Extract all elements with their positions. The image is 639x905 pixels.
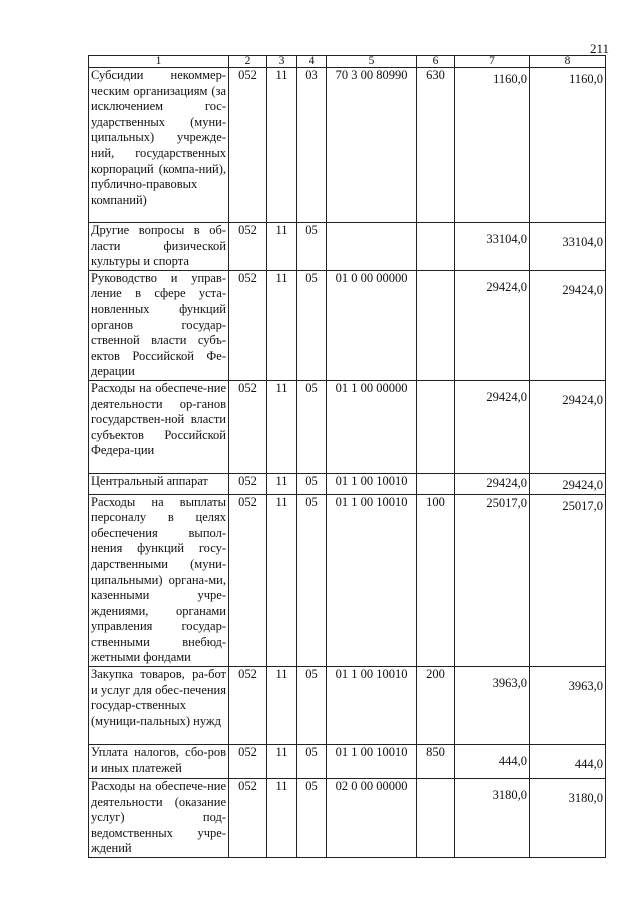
cell-expense-type: 630 (417, 68, 455, 223)
cell-amount-8: 33104,0 (530, 223, 606, 271)
cell-section: 11 (267, 494, 297, 667)
cell-amount-8: 3180,0 (530, 779, 606, 858)
cell-amount-7: 25017,0 (455, 494, 530, 667)
cell-subsection: 05 (297, 380, 327, 473)
cell-ministry: 052 (229, 380, 267, 473)
cell-ministry: 052 (229, 745, 267, 779)
cell-section: 11 (267, 779, 297, 858)
cell-target-article: 70 3 00 80990 (327, 68, 417, 223)
row-name-cell: Расходы на выплаты персоналу в целях обеспечения выпол-нения функций госу-дарственными (муни-ципальными) органа-ми, казенными учре-ждениями, органами управления государ-ственными внебюд-жетными фондами (89, 494, 229, 667)
cell-amount-7: 29424,0 (455, 380, 530, 473)
cell-expense-type (417, 270, 455, 380)
cell-target-article: 01 1 00 10010 (327, 473, 417, 494)
cell-ministry: 052 (229, 270, 267, 380)
cell-expense-type (417, 223, 455, 271)
cell-amount-7: 33104,0 (455, 223, 530, 271)
cell-subsection: 05 (297, 473, 327, 494)
cell-subsection: 05 (297, 779, 327, 858)
cell-section: 11 (267, 667, 297, 745)
cell-section: 11 (267, 270, 297, 380)
row-name-cell: Руководство и управ-ление в сфере уста-новленных функций органов государ-ственной власти субъ-ектов Российской Фе-дерации (89, 270, 229, 380)
cell-expense-type (417, 473, 455, 494)
header-cell: 5 (327, 56, 417, 68)
cell-expense-type (417, 380, 455, 473)
cell-amount-7: 29424,0 (455, 473, 530, 494)
header-cell: 4 (297, 56, 327, 68)
cell-amount-8: 1160,0 (530, 68, 606, 223)
header-cell: 3 (267, 56, 297, 68)
cell-amount-7: 444,0 (455, 745, 530, 779)
page-number: 211 (590, 41, 610, 56)
row-name-cell: Расходы на обеспече-ние деятельности ор-ганов государствен-ной власти субъектов Российской Федера-ции (89, 380, 229, 473)
table-row (89, 270, 606, 380)
cell-amount-8: 29424,0 (530, 270, 606, 380)
table-row (89, 223, 606, 271)
cell-section: 11 (267, 745, 297, 779)
header-cell: 1 (89, 56, 229, 68)
table-row (89, 745, 606, 779)
cell-section: 11 (267, 223, 297, 271)
cell-target-article (327, 223, 417, 271)
cell-subsection: 05 (297, 270, 327, 380)
table-row (89, 68, 606, 223)
row-name-cell: Субсидии некоммер-ческим организациям (за исключением гос-ударственных (муни-ципальных) учрежде-ний, государственных корпораций (компа-ний), публично-правовых компаний) (89, 68, 229, 223)
cell-expense-type (417, 779, 455, 858)
cell-target-article: 01 1 00 10010 (327, 667, 417, 745)
cell-target-article: 01 0 00 00000 (327, 270, 417, 380)
row-name-cell: Расходы на обеспече-ние деятельности (оказание услуг) под-ведомственных учре-ждений (89, 779, 229, 858)
table-row (89, 473, 606, 494)
table-row (89, 380, 606, 473)
table-row (89, 779, 606, 858)
header-cell: 7 (455, 56, 530, 68)
cell-subsection: 03 (297, 68, 327, 223)
cell-ministry: 052 (229, 223, 267, 271)
cell-expense-type: 850 (417, 745, 455, 779)
cell-ministry: 052 (229, 68, 267, 223)
cell-section: 11 (267, 380, 297, 473)
cell-subsection: 05 (297, 223, 327, 271)
header-cell: 2 (229, 56, 267, 68)
cell-amount-7: 1160,0 (455, 68, 530, 223)
cell-section: 11 (267, 473, 297, 494)
table-row (89, 667, 606, 745)
cell-section: 11 (267, 68, 297, 223)
cell-target-article: 01 1 00 00000 (327, 380, 417, 473)
table-header-row (89, 56, 606, 68)
cell-amount-7: 3963,0 (455, 667, 530, 745)
row-name-cell: Закупка товаров, ра-бот и услуг для обес-печения государ-ственных (муници-пальных) нужд (89, 667, 229, 745)
budget-table (88, 55, 606, 858)
cell-target-article: 02 0 00 00000 (327, 779, 417, 858)
cell-amount-7: 29424,0 (455, 270, 530, 380)
cell-amount-8: 29424,0 (530, 380, 606, 473)
row-name-cell: Уплата налогов, сбо-ров и иных платежей (89, 745, 229, 779)
cell-ministry: 052 (229, 473, 267, 494)
cell-amount-8: 3963,0 (530, 667, 606, 745)
header-cell: 6 (417, 56, 455, 68)
header-cell: 8 (530, 56, 606, 68)
row-name-cell: Другие вопросы в об-ласти физической культуры и спорта (89, 223, 229, 271)
cell-ministry: 052 (229, 494, 267, 667)
cell-subsection: 05 (297, 745, 327, 779)
cell-target-article: 01 1 00 10010 (327, 494, 417, 667)
cell-expense-type: 200 (417, 667, 455, 745)
cell-amount-7: 3180,0 (455, 779, 530, 858)
row-name-cell: Центральный аппарат (89, 473, 229, 494)
cell-target-article: 01 1 00 10010 (327, 745, 417, 779)
cell-expense-type: 100 (417, 494, 455, 667)
cell-amount-8: 444,0 (530, 745, 606, 779)
cell-subsection: 05 (297, 494, 327, 667)
cell-ministry: 052 (229, 667, 267, 745)
table-row (89, 494, 606, 667)
cell-subsection: 05 (297, 667, 327, 745)
cell-ministry: 052 (229, 779, 267, 858)
cell-amount-8: 25017,0 (530, 494, 606, 667)
cell-amount-8: 29424,0 (530, 473, 606, 494)
